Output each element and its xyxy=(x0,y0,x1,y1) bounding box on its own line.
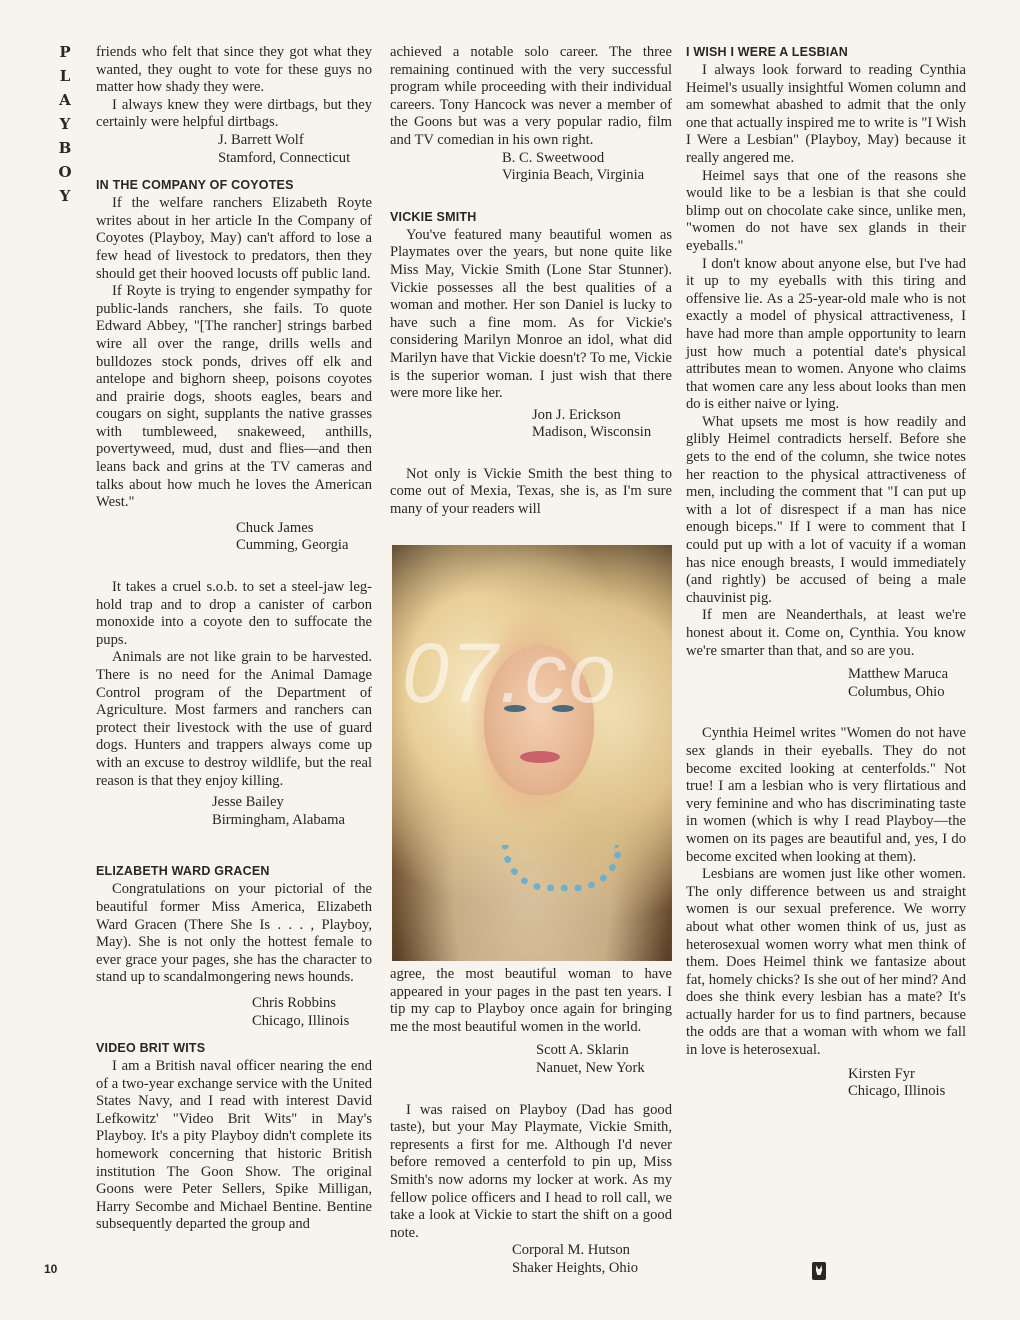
title-letter: Y xyxy=(59,187,71,205)
signature-place: Chicago, Illinois xyxy=(848,1083,946,1100)
magazine-vertical-title xyxy=(56,40,74,208)
watermark: 07.co xyxy=(402,626,618,720)
signature-name: Chris Robbins xyxy=(252,994,336,1011)
column-2-lower xyxy=(390,966,672,1278)
section-heading-gracen: ELIZABETH WARD GRACEN xyxy=(96,864,270,879)
letter-paragraph: I always knew they were dirtbags, but they certainly were helpful dirtbags. xyxy=(96,96,372,131)
signature-place: Chicago, Illinois xyxy=(252,1012,350,1029)
signature-name: Scott A. Sklarin xyxy=(536,1042,629,1059)
letter-paragraph: Congratulations on your pictorial of the beautiful former Miss America, Elizabeth Ward Gracen (There She Is . . . , Playboy, May). She is not only the hottest female to ever grace your pages, she has the character to stand up to scandalmongering news hounds. xyxy=(96,881,372,986)
playmate-photo xyxy=(392,545,672,961)
bunny-logo-icon xyxy=(812,1262,826,1280)
letter-paragraph: If Royte is trying to engender sympathy for public-lands ranchers, she fails. To quote Edward Abbey, "[The rancher] strings barbed wire all over the range, drills wells and bulldozes stock ponds, drives off elk and antelope and bighorn sheep, poisons coyotes and prairie dogs, shoots eagles, bears and cougars on sight, supplants the native grasses with tumbleweed, snakeweed, anthills, povertyweed, mud, dust and flies—and then leans back and grins at the TV cameras and talks about how much he loves the American West." xyxy=(96,283,372,511)
letter-paragraph: It takes a cruel s.o.b. to set a steel-jaw leg-hold trap and to drop a canister of carbon monoxide into a coyote den to suffocate the pups. xyxy=(96,579,372,648)
signature-name: Chuck James xyxy=(236,519,314,536)
title-letter: O xyxy=(58,163,72,181)
signature-name: Jon J. Erickson xyxy=(532,406,621,423)
letter-paragraph: I was raised on Playboy (Dad has good taste), but your May Playmate, Vickie Smith, represents a first for me. Although I'd never before removed a centerfold to pin up, Miss Smith's now adorns my locker at work. As my fellow police officers and I head to roll call, we take a look at Vickie to start the shift on a good note. xyxy=(390,1101,672,1241)
letter-paragraph: achieved a notable solo career. The three remaining continued with the very successful program while proceeding with their individual careers. Tony Hancock was never a member of the Goons but was a very popular radio, film and TV comedian in his own right. xyxy=(390,44,672,148)
section-heading-coyotes: IN THE COMPANY OF COYOTES xyxy=(96,178,294,193)
signature-place: Nanuet, New York xyxy=(536,1059,645,1076)
signature-place: Cumming, Georgia xyxy=(236,537,349,554)
section-heading-vickie: VICKIE SMITH xyxy=(390,209,477,224)
letter-paragraph: You've featured many beautiful women as Playmates over the years, but none quite like Miss May, Vickie Smith (Lone Star Stunner). Vickie possesses all the best qualities of a woman and mother. Her son Daniel is lucky to have such a fine mom. As for Vickie's considering Marilyn Monroe an idol, what did Marilyn have that Vickie doesn't? To me, Vickie is the superior woman. I just wish that there were more like her. xyxy=(390,226,672,402)
signature-name: Matthew Maruca xyxy=(848,666,949,683)
letter-paragraph: Animals are not like grain to be harvested. There is no need for the Animal Damage Control program of the Department of Agriculture. Most farmers and ranchers can protect their livestock with the use of guard dogs. Hunters and trappers always come up with an excuse to destroy wildlife, but the real reason is that they enjoy killing. xyxy=(96,649,372,789)
title-letter: L xyxy=(59,67,71,85)
section-heading-brit-wits: VIDEO BRIT WITS xyxy=(96,1041,206,1056)
signature-name: J. Barrett Wolf xyxy=(218,131,304,148)
title-letter: A xyxy=(59,91,71,109)
column-2 xyxy=(390,44,672,519)
letter-paragraph: I am a British naval officer nearing the end of a two-year exchange service with the United States Navy, and I read with interest David Lefkowitz' "Video Brit Wits" in May's Playboy. It's a pity Playboy didn't complete its homework concerning that historic British institution The Goon Show. The original Goons were Peter Sellers, Spike Milligan, Harry Secombe and Michael Bentine. Bentine subsequently departed the group and xyxy=(96,1058,372,1233)
signature-place: Madison, Wisconsin xyxy=(532,424,652,441)
letter-paragraph: I always look forward to reading Cynthia Heimel's usually insightful Women column and am somewhat abashed to admit that the only one that actually inspired me to write is "I Wish I Were a Lesbian" (Playboy, May) because it really angered me. xyxy=(686,62,966,166)
letter-paragraph: friends who felt that since they got what they wanted, they ought to vote for these guys no matter how shady they were. xyxy=(96,44,372,96)
title-letter: P xyxy=(59,43,71,61)
signature-name: Kirsten Fyr xyxy=(848,1065,915,1082)
page-number: 10 xyxy=(44,1262,58,1276)
signature-place: Stamford, Connecticut xyxy=(218,149,351,166)
title-letter: Y xyxy=(59,115,71,133)
signature-place: Birmingham, Alabama xyxy=(212,811,345,828)
letter-paragraph: Cynthia Heimel writes "Women do not have sex glands in their eyeballs. They do not become excited looking at centerfolds." Not true! I am a lesbian who is very flirtatious and very feminine and who has discriminating taste in women (which is why I read Playboy—the women on its pages are beautiful and, yes, I do become excited when looking at them). xyxy=(686,725,966,865)
letter-paragraph: Lesbians are women just like other women. The only difference between us and straight women is our sexual preference. We worry about what other women think of us, just as heterosexual women worry what men think of them. Does Heimel think we fantasize about fat, homely chicks? Is she out of her mind? And does she think every lesbian has a mate? It's actually harder for us to find partners, because the odds are that a woman with whom we fall in love is heterosexual. xyxy=(686,866,966,1059)
signature-name: B. C. Sweetwood xyxy=(502,149,605,166)
signature-place: Columbus, Ohio xyxy=(848,683,945,700)
letter-paragraph: If the welfare ranchers Elizabeth Royte writes about in her article In the Company of Coyotes (Playboy, May) can't afford to lose a few head of livestock to predators, then they should get their hooved locusts off public land. xyxy=(96,195,372,282)
title-letter: B xyxy=(58,139,72,157)
signature-place: Shaker Heights, Ohio xyxy=(512,1259,639,1276)
letter-paragraph: I don't know about anyone else, but I've had it up to my eyeballs with this tiring and offensive lie. As a 25-year-old male who is not exactly a model of physical attractiveness, I have had more than ample opportunity to learn just how much a potential date's physical attributes mean to women. Anyone who claims that women care any less about looks than men do is either naive or lying. xyxy=(686,255,966,413)
letter-paragraph: What upsets me most is how readily and glibly Heimel contradicts herself. Before she gets to the end of the column, she twice notes her reaction to the physical attractiveness of men, including the comment that "I can put up with a lot of disrespect if a man has nice enough biceps." If I were to comment that I could put up with a lot of vacuity if a woman has nice enough breasts, I would immediately (and rightly) be accused of being a male chauvinist pig. xyxy=(686,413,966,606)
letter-paragraph: Not only is Vickie Smith the best thing to come out of Mexia, Texas, she is, as I'm sure many of your readers will xyxy=(390,465,672,518)
section-heading-lesbian: I WISH I WERE A LESBIAN xyxy=(686,45,849,59)
letter-paragraph: If men are Neanderthals, at least we're honest about it. Come on, Cynthia. You know we're smarter than that, and so are you. xyxy=(686,607,966,659)
photo-lips xyxy=(520,751,560,763)
signature-name: Jesse Bailey xyxy=(212,794,284,811)
signature-name: Corporal M. Hutson xyxy=(512,1242,630,1259)
column-1 xyxy=(96,44,372,1234)
signature-place: Virginia Beach, Virginia xyxy=(502,167,645,184)
photo-necklace xyxy=(502,845,622,891)
letter-paragraph: agree, the most beautiful woman to have appeared in your pages in the past ten years. I tip my cap to Playboy once again for bringing me the most beautiful women in the world. xyxy=(390,966,672,1035)
column-3 xyxy=(686,44,966,1101)
letter-paragraph: Heimel says that one of the reasons she would like to be a lesbian is that she could blimp out on chocolate cake since, unlike men, "women do not have sex glands in their eyeballs." xyxy=(686,167,966,254)
